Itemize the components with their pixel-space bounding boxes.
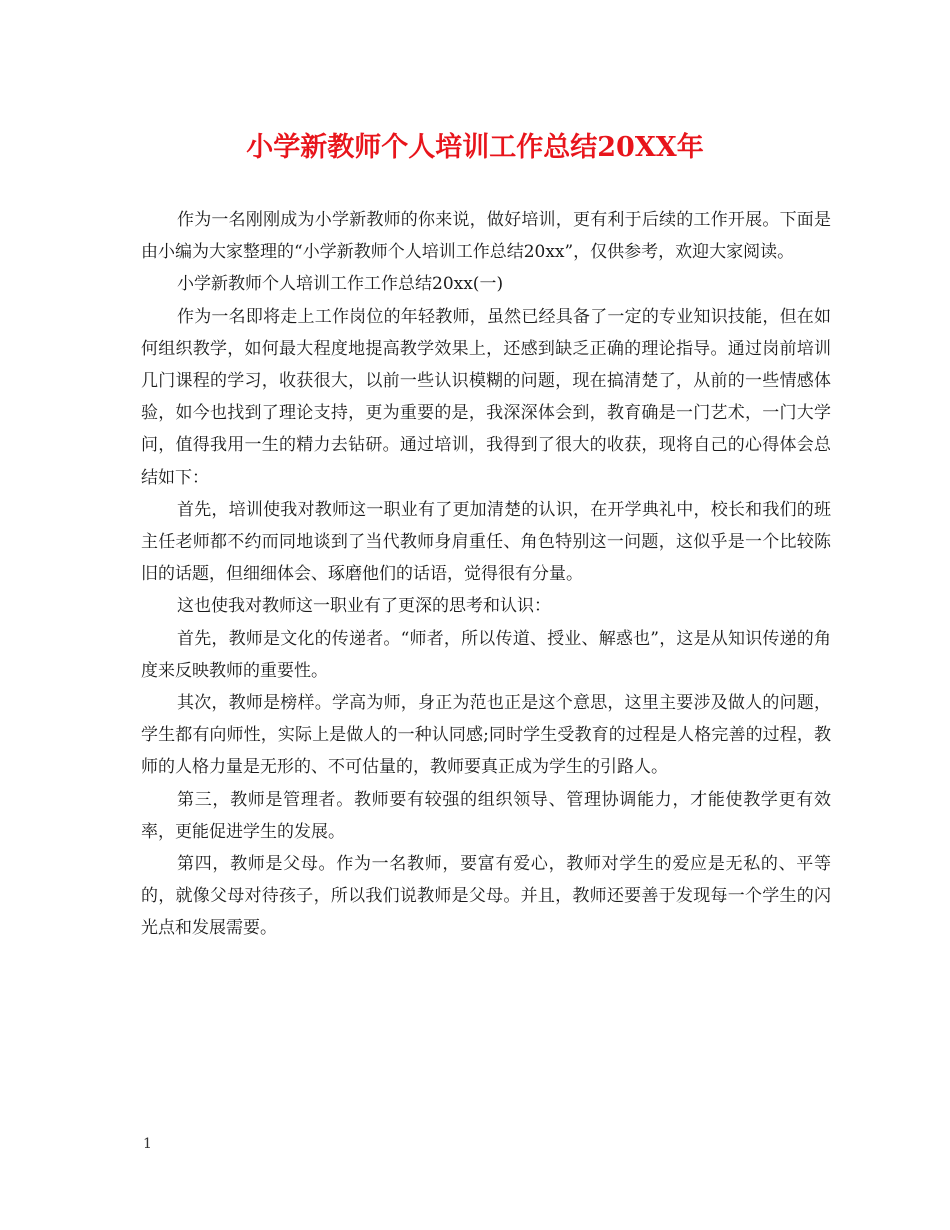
section-heading: 小学新教师个人培训工作工作总结20xx(一) bbox=[177, 274, 504, 295]
document-title: 小学新教师个人培训工作总结20XX年 bbox=[246, 132, 704, 163]
paragraph: 这也使我对教师这一职业有了更深的思考和认识： bbox=[177, 596, 551, 617]
document-body bbox=[141, 204, 831, 945]
paragraph: 首先，培训使我对教师这一职业有了更加清楚的认识，在开学典礼中，校长和我们的班主任老师都不约而同地谈到了当代教师身肩重任、角色特别这一问题，这似乎是一个比较陈旧的话题，但细细体会、琢磨他们的话语，觉得很有分量。 bbox=[141, 499, 831, 585]
paragraph: 首先，教师是文化的传递者。“师者，所以传道、授业、解惑也”，这是从知识传递的角度来反映教师的重要性。 bbox=[141, 628, 831, 681]
paragraph-intro: 作为一名刚刚成为小学新教师的你来说，做好培训，更有利于后续的工作开展。下面是由小编为大家整理的“小学新教师个人培训工作总结20xx”，仅供参考，欢迎大家阅读。 bbox=[141, 210, 831, 263]
paragraph: 第三，教师是管理者。教师要有较强的组织领导、管理协调能力，才能使教学更有效率，更能促进学生的发展。 bbox=[141, 789, 831, 842]
paragraph: 作为一名即将走上工作岗位的年轻教师，虽然已经具备了一定的专业知识技能，但在如何组织教学，如何最大程度地提高教学效果上，还感到缺乏正确的理论指导。通过岗前培训几门课程的学习，收获很大，以前一些认识模糊的问题，现在搞清楚了，从前的一些情感体验，如今也找到了理论支持，更为重要的是，我深深体会到，教育确是一门艺术，一门大学问，值得我用一生的精力去钻研。通过培训，我得到了很大的收获，现将自己的心得体会总结如下： bbox=[141, 306, 831, 488]
page-number: 1 bbox=[143, 1136, 152, 1152]
paragraph: 第四，教师是父母。作为一名教师，要富有爱心，教师对学生的爱应是无私的、平等的，就像父母对待孩子，所以我们说教师是父母。并且，教师还要善于发现每一个学生的闪光点和发展需要。 bbox=[141, 854, 831, 939]
paragraph: 其次，教师是榜样。学高为师，身正为范也正是这个意思，这里主要涉及做人的问题，学生都有向师性，实际上是做人的一种认同感;同时学生受教育的过程是人格完善的过程，教师的人格力量是无形的、不可估量的，教师要真正成为学生的引路人。 bbox=[141, 693, 831, 778]
